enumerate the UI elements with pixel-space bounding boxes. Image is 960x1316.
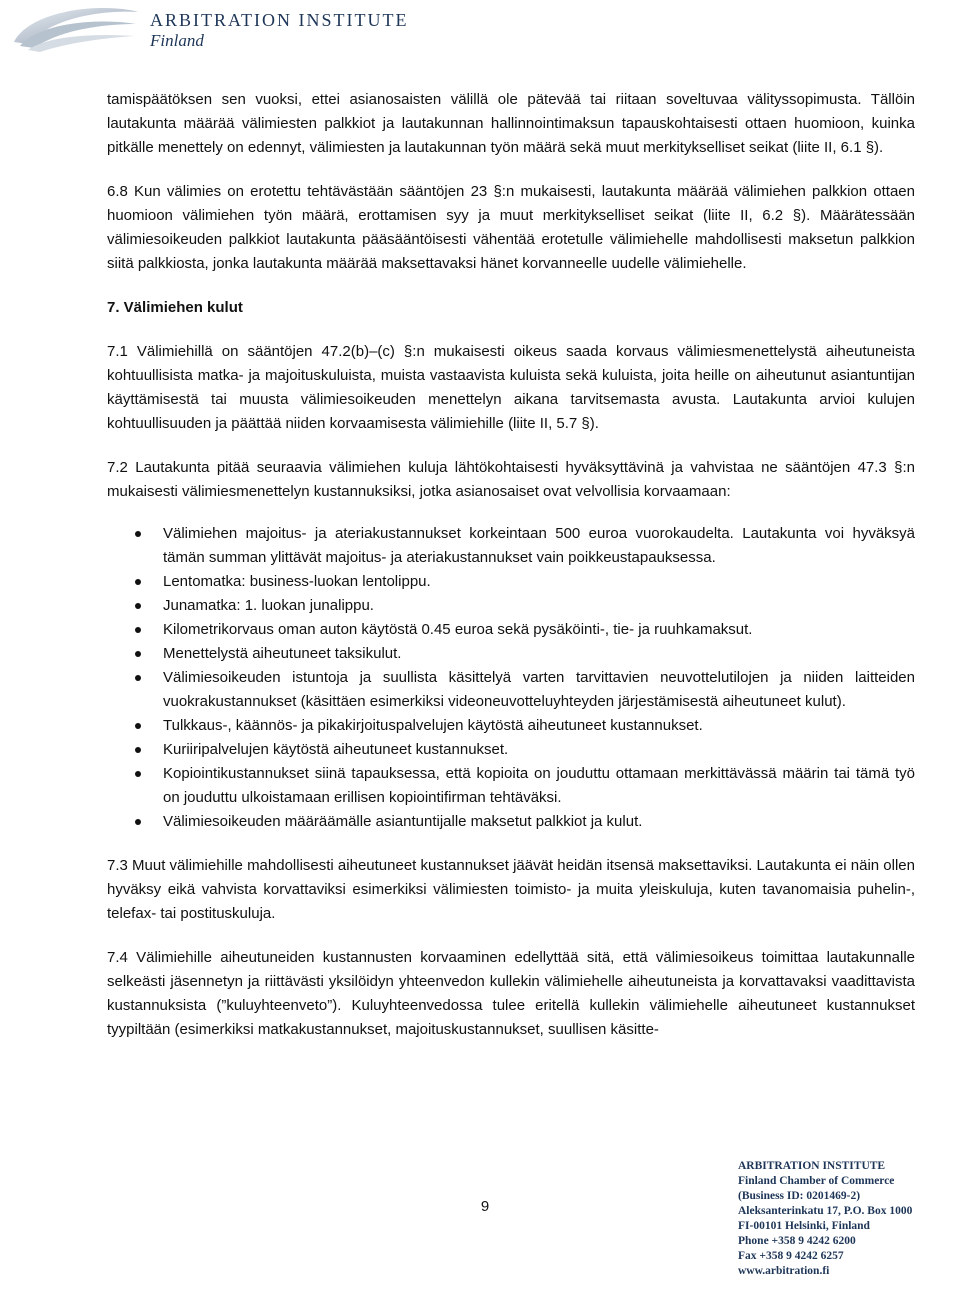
list-item xyxy=(107,762,915,810)
expense-list xyxy=(107,522,915,834)
bullet-icon xyxy=(135,579,141,585)
bullet-icon xyxy=(135,723,141,729)
arbitration-institute-logo-icon xyxy=(10,2,142,54)
page-number: 9 xyxy=(480,1198,490,1215)
section-heading-7: 7. Välimiehen kulut xyxy=(107,299,243,316)
bullet-icon xyxy=(135,675,141,681)
list-item xyxy=(107,594,915,618)
paragraph-continuation: tamispäätöksen sen vuoksi, ettei asianosaisten välillä ole pätevää tai riitaan soveltuvaa välityssopimusta. Tällöin lautakunta määrää välimiesten palkkiot ja lautakunnan hallinnointimaksun tapauskohtaisesti ottaen huomioon, kuinka pitkälle menettely on edennyt, välimiesten ja lautakunnan työn määrä sekä muut merkitykselliset seikat (liite II, 6.1 §). xyxy=(107,91,915,156)
paragraph-7-4: 7.4 Välimiehille aiheutuneiden kustannusten korvaaminen edellyttää sitä, että välimiesoikeus toimittaa lautakunnalle selkeästi jäsennetyn ja riittävästi yksilöidyn yhteenvedon kullekin välimiehelle aiheutuneista ja korvattavaksi vaadittavista kustannuksista (”kuluyhteenveto”). Kuluyhteenvedossa tulee eritellä kullekin välimiehelle aiheutuneet kustannukset tyypiltään (esimerkiksi matkakustannukset, majoituskustannukset, suullisen käsitte- xyxy=(107,949,915,1038)
bullet-icon xyxy=(135,819,141,825)
list-item xyxy=(107,714,915,738)
list-item-text: Välimiehen majoitus- ja ateriakustannukset korkeintaan 500 euroa vuorokaudelta. Lautakunta voi hyväksyä tämän summan ylittävät majoitus- ja ateriakustannukset vain poikkeustapauksessa. xyxy=(163,525,915,566)
paragraph-6-8: 6.8 Kun välimies on erotettu tehtävästään sääntöjen 23 §:n mukaisesti, lautakunta määrää välimiehen palkkion ottaen huomioon välimiehen työn määrä, erottamisen syy ja muut merkitykselliset seikat (liite II, 6.2 §). Määrätessään välimiesoikeuden palkkiot lautakunta pääsääntöisesti vähentää erotetulle välimiehelle mahdollisesti maksetun palkkion siitä palkkiosta, jonka lautakunta määrää maksettavaksi hänet korvanneelle uudelle välimiehelle. xyxy=(107,183,915,272)
footer-address: Aleksanterinkatu 17, P.O. Box 1000 xyxy=(738,1205,913,1217)
footer-chamber: Finland Chamber of Commerce xyxy=(738,1175,895,1187)
list-item-text: Välimiesoikeuden istuntoja ja suullista käsittelyä varten tarvittavien neuvottelutilojen ja niiden laitteiden vuokrakustannukset (käsittäen esimerkiksi videoneuvotteluyhteyden järjestämisestä aiheutuneet kulut). xyxy=(163,669,915,710)
list-item xyxy=(107,618,915,642)
list-item xyxy=(107,570,915,594)
bullet-icon xyxy=(135,771,141,777)
header-org-name: ARBITRATION INSTITUTE xyxy=(150,10,409,30)
bullet-icon xyxy=(135,531,141,537)
list-item xyxy=(107,522,915,570)
list-item-text: Kopiointikustannukset siinä tapauksessa, että kopioita on jouduttu ottamaan merkittävässä määrin tai tämä työ on jouduttu ulkoistamaan erillisen kopiointifirman tehtäväksi. xyxy=(163,765,915,806)
footer-phone: Phone +358 9 4242 6200 xyxy=(738,1235,856,1247)
paragraph-7-3: 7.3 Muut välimiehille mahdollisesti aiheutuneet kustannukset jäävät heidän itsensä maksettaviksi. Lautakunta ei näin ollen hyväksy eikä vahvista korvattaviksi esimerkiksi välimiesten toimisto- ja muita yleiskuluja, kuten tavanomaisia puhelin-, telefax- tai postituskuluja. xyxy=(107,857,915,922)
list-item xyxy=(107,810,915,834)
header-org-country: Finland xyxy=(150,31,204,50)
footer-fax: Fax +358 9 4242 6257 xyxy=(738,1250,844,1262)
list-item-text: Välimiesoikeuden määräämälle asiantuntijalle maksetut palkkiot ja kulut. xyxy=(163,813,643,830)
list-item-text: Menettelystä aiheutuneet taksikulut. xyxy=(163,645,402,662)
footer-website-link[interactable]: www.arbitration.fi xyxy=(738,1265,830,1277)
list-item-text: Kuriiripalvelujen käytöstä aiheutuneet kustannukset. xyxy=(163,741,509,758)
document-body xyxy=(107,88,915,1042)
page-header xyxy=(0,0,960,70)
footer-contact-block xyxy=(738,1159,948,1279)
bullet-icon xyxy=(135,747,141,753)
footer-org-name: ARBITRATION INSTITUTE xyxy=(738,1160,886,1172)
list-item xyxy=(107,642,915,666)
list-item-text: Lentomatka: business-luokan lentolippu. xyxy=(163,573,431,590)
footer-business-id: (Business ID: 0201469-2) xyxy=(738,1190,861,1202)
footer-city: FI-00101 Helsinki, Finland xyxy=(738,1220,870,1232)
bullet-icon xyxy=(135,651,141,657)
bullet-icon xyxy=(135,603,141,609)
list-item-text: Tulkkaus-, käännös- ja pikakirjoituspalvelujen käytöstä aiheutuneet kustannukset. xyxy=(163,717,703,734)
bullet-icon xyxy=(135,627,141,633)
list-item-text: Kilometrikorvaus oman auton käytöstä 0.45 euroa sekä pysäköinti-, tie- ja ruuhkamaksut. xyxy=(163,621,753,638)
list-item xyxy=(107,666,915,714)
paragraph-7-2: 7.2 Lautakunta pitää seuraavia välimiehen kuluja lähtökohtaisesti hyväksyttävinä ja vahvistaa ne sääntöjen 47.3 §:n mukaisesti välimiesmenettelyn kustannuksiksi, jotka asianosaiset ovat velvollisia korvaamaan: xyxy=(107,459,915,500)
list-item-text: Junamatka: 1. luokan junalippu. xyxy=(163,597,374,614)
list-item xyxy=(107,738,915,762)
paragraph-7-1: 7.1 Välimiehillä on sääntöjen 47.2(b)–(c) §:n mukaisesti oikeus saada korvaus välimiesmenettelystä aiheutuneista kohtuullisista matka- ja majoituskuluista, muista vastaavista kuluista sekä kuluista, joita heille on aiheutunut asiantuntijan käyttämisestä tai muusta välimiesoikeuden menettelyn aikana tarvitsemasta avusta. Lautakunta arvioi kulujen kohtuullisuuden ja päättää niiden korvaamisesta välimiehille (liite II, 5.7 §). xyxy=(107,343,915,432)
